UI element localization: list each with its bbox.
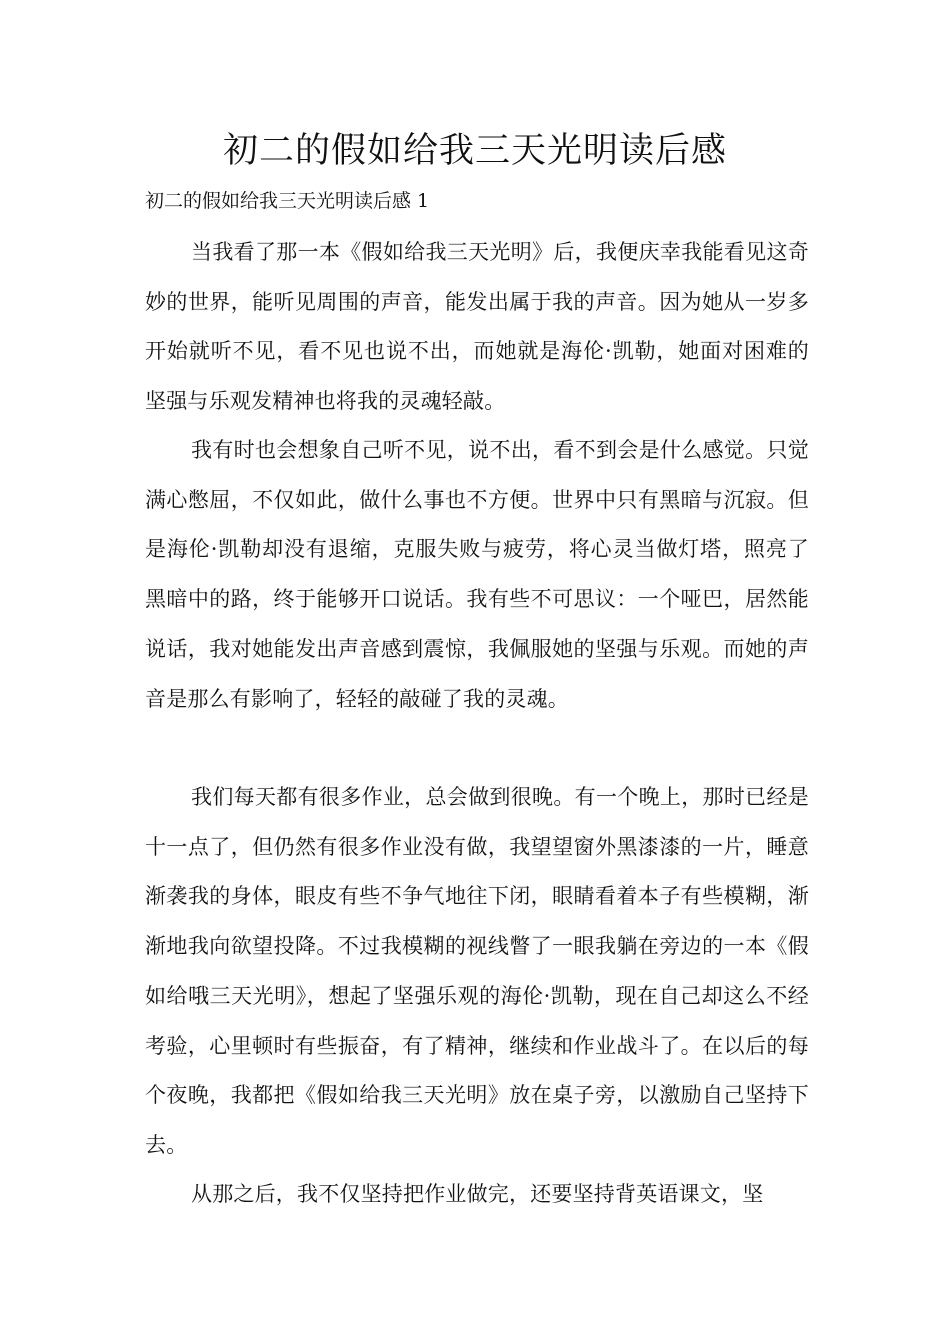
document-title: 初二的假如给我三天光明读后感 [222,131,727,171]
paragraph-4: 从那之后，我不仅坚持把作业做完，还要坚持背英语课文，坚 [191,1182,764,1206]
paragraph-3: 我们每天都有很多作业，总会做到很晚。有一个晚上，那时已经是十一点了，但仍然有很多作业没有做，我望望窗外黑漆漆的一片，睡意渐袭我的身体，眼皮有些不争气地往下闭，眼睛看着本子有些模糊，渐渐地我向欲望投降。不过我模糊的视线瞥了一眼我躺在旁边的一本《假如给哦三天光明》，想起了坚强乐观的海伦·凯勒，现在自己却这么不经考验，心里顿时有些振奋，有了精神，继续和作业战斗了。在以后的每个夜晚，我都把《假如给我三天光明》放在桌子旁，以激励自己坚持下去。 [145,785,809,1157]
paragraph-2: 我有时也会想象自己听不见，说不出，看不到会是什么感觉。只觉满心憋屈，不仅如此，做什么事也不方便。世界中只有黑暗与沉寂。但是海伦·凯勒却没有退缩，克服失败与疲劳，将心灵当做灯塔，照亮了黑暗中的路，终于能够开口说话。我有些不可思议：一个哑巴，居然能说话，我对她能发出声音感到震惊，我佩服她的坚强与乐观。而她的声音是那么有影响了，轻轻的敲碰了我的灵魂。 [145,438,809,711]
document-subtitle: 初二的假如给我三天光明读后感 1 [145,190,430,212]
paragraph-1: 当我看了那一本《假如给我三天光明》后，我便庆幸我能看见这奇妙的世界，能听见周围的声音，能发出属于我的声音。因为她从一岁多开始就听不见，看不见也说不出，而她就是海伦·凯勒，她面对困难的坚强与乐观发精神也将我的灵魂轻敲。 [145,240,809,414]
